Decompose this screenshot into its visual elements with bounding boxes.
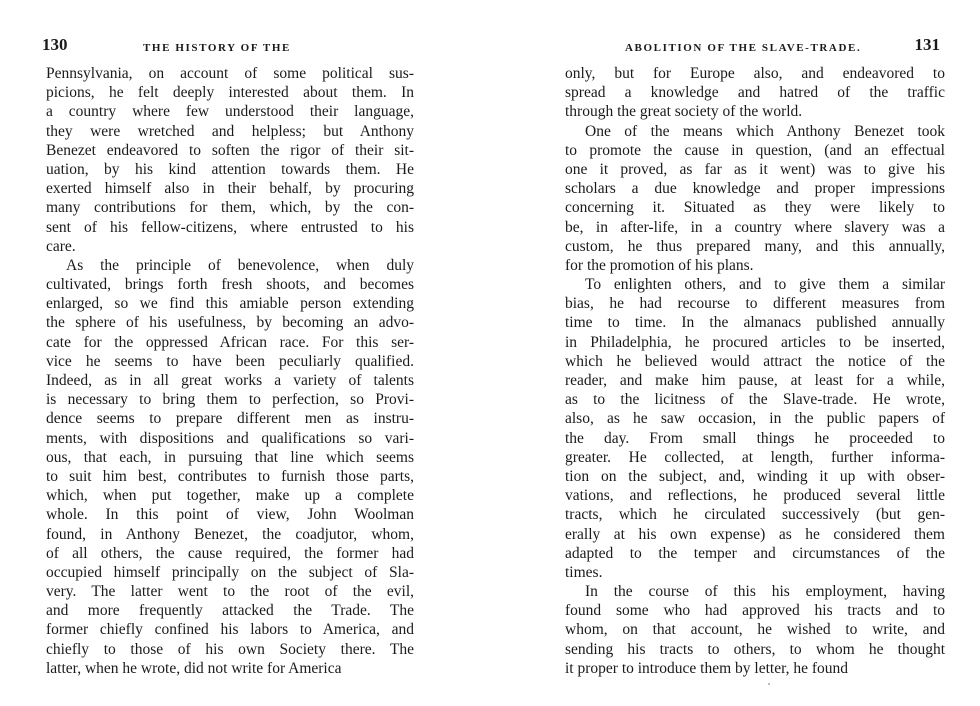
text-line: adapted to the temper and circumstances of the (565, 544, 945, 562)
text-line: To enlighten others, and to give them a similar (585, 276, 945, 294)
text-line: very. The latter went to the root of the evil, (46, 583, 414, 601)
text-line: vice he seems to have been peculiarly qualified. (46, 352, 414, 370)
text-line: bias, he had recourse to different measures from (565, 295, 945, 313)
text-line: it proper to introduce them by letter, he found (565, 659, 849, 677)
text-line: One of the means which Anthony Benezet took (585, 122, 945, 140)
text-line: greater. He collected, at length, further informa- (565, 448, 945, 466)
text-line: vations, and reflections, he produced several little (565, 487, 945, 505)
text-line: In the course of this his employment, having (585, 583, 945, 601)
right-running-head: ABOLITION OF THE SLAVE-TRADE. (625, 42, 862, 54)
text-line: found, in Anthony Benezet, the coadjutor, whom, (46, 525, 414, 543)
text-line: ous, that each, in pursuing that line which seems (46, 448, 414, 466)
text-line: tracts, which he circulated successively (but gen- (565, 506, 945, 524)
text-line: care. (46, 237, 76, 255)
text-line: custom, he thus prepared many, and this annually, (565, 237, 945, 255)
text-line: As the principle of benevolence, when duly (66, 256, 414, 274)
text-line: the sphere of his usefulness, by becoming an advo- (46, 314, 414, 332)
text-line: a country where few understood their language, (46, 103, 414, 121)
right-page (510, 0, 980, 706)
text-line: Pennsylvania, on account of some political sus- (46, 65, 414, 82)
text-line: former chiefly confined his labors to America, and (46, 621, 414, 639)
text-line: concerning it. Situated as they were likely to (565, 199, 945, 217)
text-line: scholars a due knowledge and proper impressions (565, 180, 945, 198)
text-line: to suit him best, contributes to furnish those parts, (46, 467, 414, 485)
text-line: whom, on that account, he wished to write, and (565, 621, 945, 639)
text-line: many contributions for them, which, by the con- (46, 199, 414, 217)
left-running-head: THE HISTORY OF THE (143, 42, 291, 54)
left-page-body (46, 64, 414, 678)
text-line: found some who had approved his tracts and to (565, 602, 945, 620)
right-page-body (565, 64, 945, 678)
text-line: for the promotion of his plans. (565, 256, 754, 274)
text-line: sending his tracts to others, to whom he thought (565, 640, 945, 658)
text-line: picions, he felt deeply interested about them. In (46, 84, 414, 102)
text-line: spread a knowledge and hatred of the traffic (565, 84, 945, 102)
text-line: dence seems to prepare different men as instru- (46, 410, 414, 428)
text-line: and more frequently attacked the Trade. The (46, 602, 414, 620)
text-line: time to time. In the almanacs published annually (565, 314, 945, 332)
text-line: through the great society of the world. (565, 103, 803, 121)
text-line: tion on the subject, and, winding it up with obser- (565, 467, 945, 485)
text-line: only, but for Europe also, and endeavored to (565, 65, 945, 82)
text-line: to promote the cause in question, (and an effectual (565, 141, 945, 159)
text-line: chiefly to those of his own Society there. The (46, 640, 414, 658)
left-page-number: 130 (42, 35, 68, 54)
page-speck (768, 683, 770, 685)
left-page-header (0, 35, 470, 62)
text-line: reader, and make him pause, at least for a while, (565, 372, 945, 389)
text-line: one it proved, as far as it went) was to give his (565, 160, 945, 178)
text-line: Benezet endeavored to soften the rigor of their sit- (46, 141, 414, 159)
text-line: the day. From small things he proceeded to (565, 429, 945, 447)
text-line: sent of his fellow-citizens, where entrusted to his (46, 218, 414, 236)
text-line: uation, by his kind attention towards them. He (46, 160, 414, 178)
text-line: latter, when he wrote, did not write for America (46, 659, 342, 677)
text-line: ments, with dispositions and qualifications so vari- (46, 429, 414, 447)
text-line: is necessary to bring them to perfection, so Provi- (46, 391, 414, 409)
text-line: enlarged, so we find this amiable person extending (46, 295, 414, 313)
text-line: as to the licitness of the Slave-trade. He wrote, (565, 391, 945, 409)
text-line: in Philadelphia, he procured articles to be inserted, (565, 333, 945, 351)
text-line: Indeed, as in all great works a variety of talents (46, 372, 414, 389)
left-page (0, 0, 470, 706)
text-line: also, as he saw occasion, in the public papers of (565, 410, 945, 428)
text-line: erally at his own expense) as he considered them (565, 525, 945, 543)
text-line: exerted himself also in their behalf, by procuring (46, 180, 414, 198)
text-line: they were wretched and helpless; but Anthony (46, 122, 414, 140)
text-line: cultivated, brings forth fresh shoots, and becomes (46, 276, 414, 294)
text-line: be, in after-life, in a country where slavery was a (565, 218, 945, 236)
text-line: times. (565, 563, 603, 581)
text-line: which he believed would attract the notice of the (565, 352, 945, 370)
text-line: whole. In this point of view, John Woolman (46, 506, 414, 524)
right-page-number: 131 (914, 35, 940, 54)
text-line: which, when put together, make up a complete (46, 487, 414, 505)
text-line: occupied himself principally on the subject of Sla- (46, 563, 414, 581)
right-page-header (510, 35, 980, 62)
text-line: cate for the oppressed African race. For this ser- (46, 333, 414, 351)
text-line: of all others, the cause required, the former had (46, 544, 414, 562)
